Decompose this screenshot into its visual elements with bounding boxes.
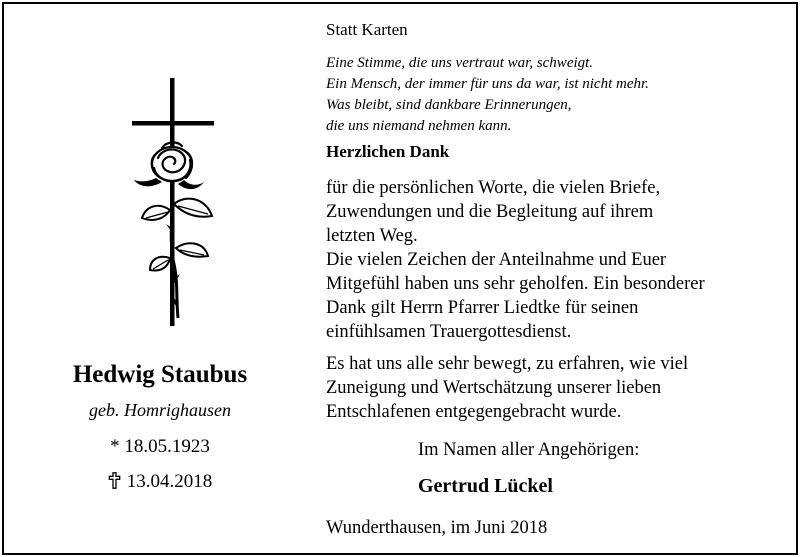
text-line: Es hat uns alle sehr bewegt, zu erfahren, wie viel [326,354,689,374]
place-date: Wunderthausen, im Juni 2018 [326,518,548,538]
latin-cross-icon [108,472,121,489]
birth-date: * 18.05.1923 [110,436,210,457]
thanks-paragraph-2 [326,248,705,344]
thanks-paragraph-3 [326,352,688,424]
text-line: Zuneigung und Wertschätzung unserer lieben [326,378,662,398]
text-line: letzten Weg. [326,226,418,246]
birth-name: geb. Homrighausen [89,400,231,420]
cross-with-rose-icon [128,78,220,328]
text-line: Mitgefühl haben uns sehr geholfen. Ein besonderer [326,274,705,294]
death-date: 13.04.2018 [126,471,213,492]
deceased-name: Hedwig Staubus [72,361,248,388]
text-line: für die persönlichen Worte, die vielen Briefe, [326,178,661,198]
death-date-line [0,471,320,493]
text-line: Zuwendungen und die Begleitung auf ihrem [326,202,654,222]
poem-line: Was bleibt, sind dankbare Erinnerungen, [326,97,572,113]
poem [326,53,649,137]
text-line: einfühlsamen Trauergottesdienst. [326,322,572,342]
closing-line: Im Namen aller Angehörigen: [418,440,640,460]
text-line: Die vielen Zeichen der Anteilnahme und Euer [326,250,667,270]
text-line: Entschlafenen entgegengebracht wurde. [326,402,622,422]
signature: Gertrud Lückel [418,475,553,497]
poem-line: Ein Mensch, der immer für uns da war, ist nicht mehr. [326,76,649,92]
poem-line: Eine Stimme, die uns vertraut war, schweigt. [326,55,594,71]
thanks-paragraph-1 [326,176,660,248]
notice-header: Statt Karten [326,20,408,39]
thanks-heading: Herzlichen Dank [326,142,450,161]
poem-line: die uns niemand nehmen kann. [326,118,512,134]
text-line: Dank gilt Herrn Pfarrer Liedtke für seinen [326,298,639,318]
